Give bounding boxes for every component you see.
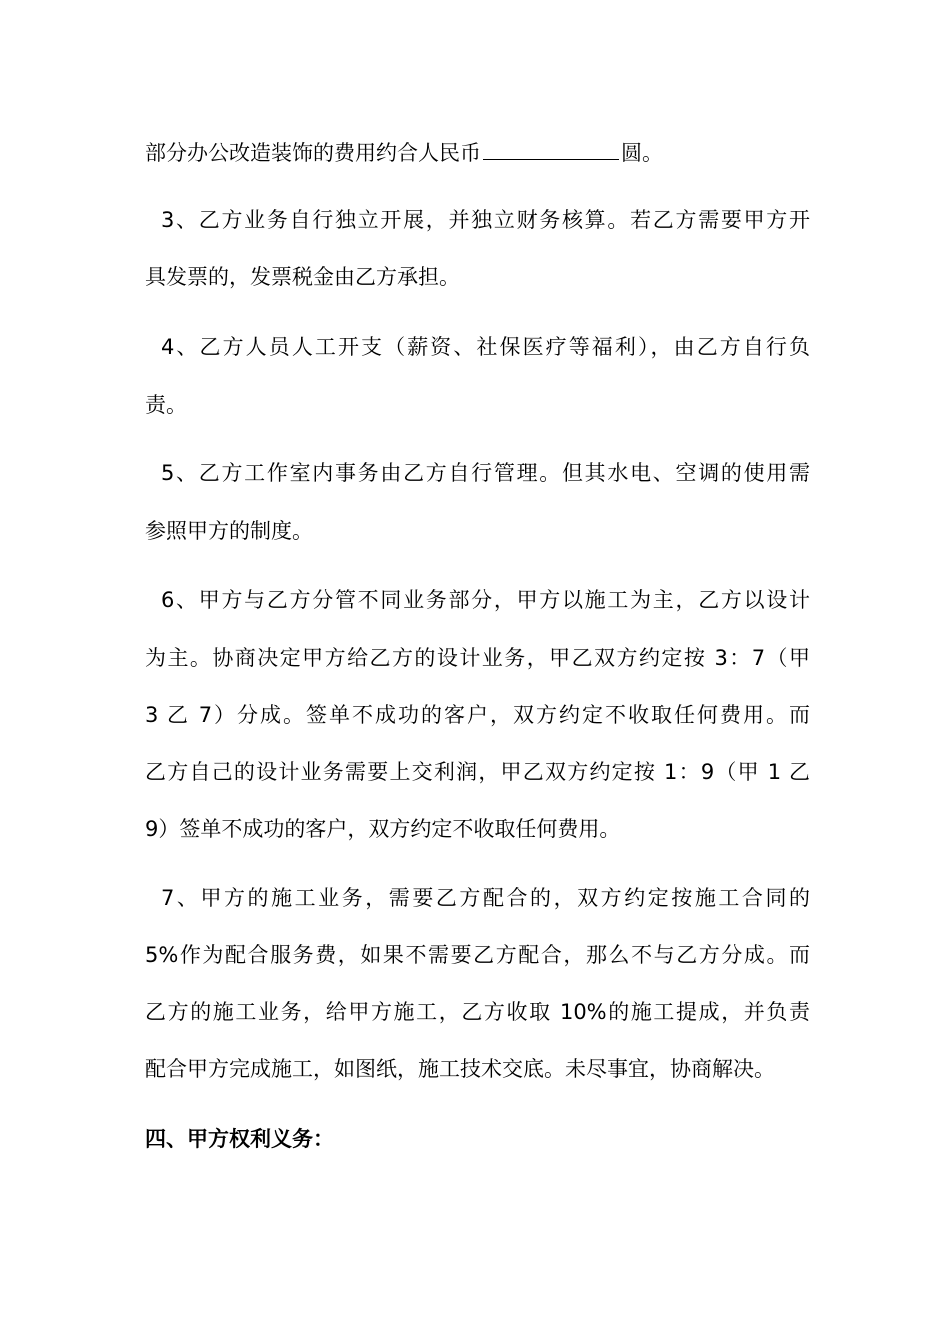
clause-4-line-2: 责。	[145, 393, 187, 417]
clause-6-line-3: 3 乙 7）分成。签单不成功的客户，双方约定不收取任何费用。而	[145, 703, 810, 727]
clause-7-line-4: 配合甲方完成施工，如图纸，施工技术交底。未尽事宜，协商解决。	[145, 1057, 775, 1081]
clause-4-line-1: 4、乙方人员人工开支（薪资、社保医疗等福利），由乙方自行负	[161, 335, 810, 359]
paragraph-fee-line	[145, 137, 810, 167]
clause-6-line-5: 9）签单不成功的客户，双方约定不收取任何费用。	[145, 817, 621, 841]
section-heading: 四、甲方权利义务：	[145, 1127, 334, 1151]
clause-6-line-2: 为主。协商决定甲方给乙方的设计业务，甲乙双方约定按 3：7（甲	[145, 646, 810, 670]
fee-text-after: 圆。	[621, 141, 663, 165]
clause-7-line-3: 乙方的施工业务，给甲方施工，乙方收取 10%的施工提成，并负责	[145, 1000, 810, 1024]
clause-6-line-4: 乙方自己的设计业务需要上交利润，甲乙双方约定按 1：9（甲 1 乙	[145, 760, 810, 784]
clause-6-line-1: 6、甲方与乙方分管不同业务部分，甲方以施工为主，乙方以设计	[161, 588, 810, 612]
fee-text-before: 部分办公改造装饰的费用约合人民币	[145, 141, 481, 165]
clause-5-line-2: 参照甲方的制度。	[145, 519, 313, 543]
clause-5-line-1: 5、乙方工作室内事务由乙方自行管理。但其水电、空调的使用需	[161, 461, 810, 485]
fee-amount-blank	[483, 137, 619, 160]
clause-7-line-2: 5%作为配合服务费，如果不需要乙方配合，那么不与乙方分成。而	[145, 943, 810, 967]
clause-7-line-1: 7、甲方的施工业务，需要乙方配合的，双方约定按施工合同的	[161, 886, 810, 910]
clause-3-line-2: 具发票的，发票税金由乙方承担。	[145, 265, 460, 289]
clause-3-line-1: 3、乙方业务自行独立开展，并独立财务核算。若乙方需要甲方开	[161, 208, 810, 232]
